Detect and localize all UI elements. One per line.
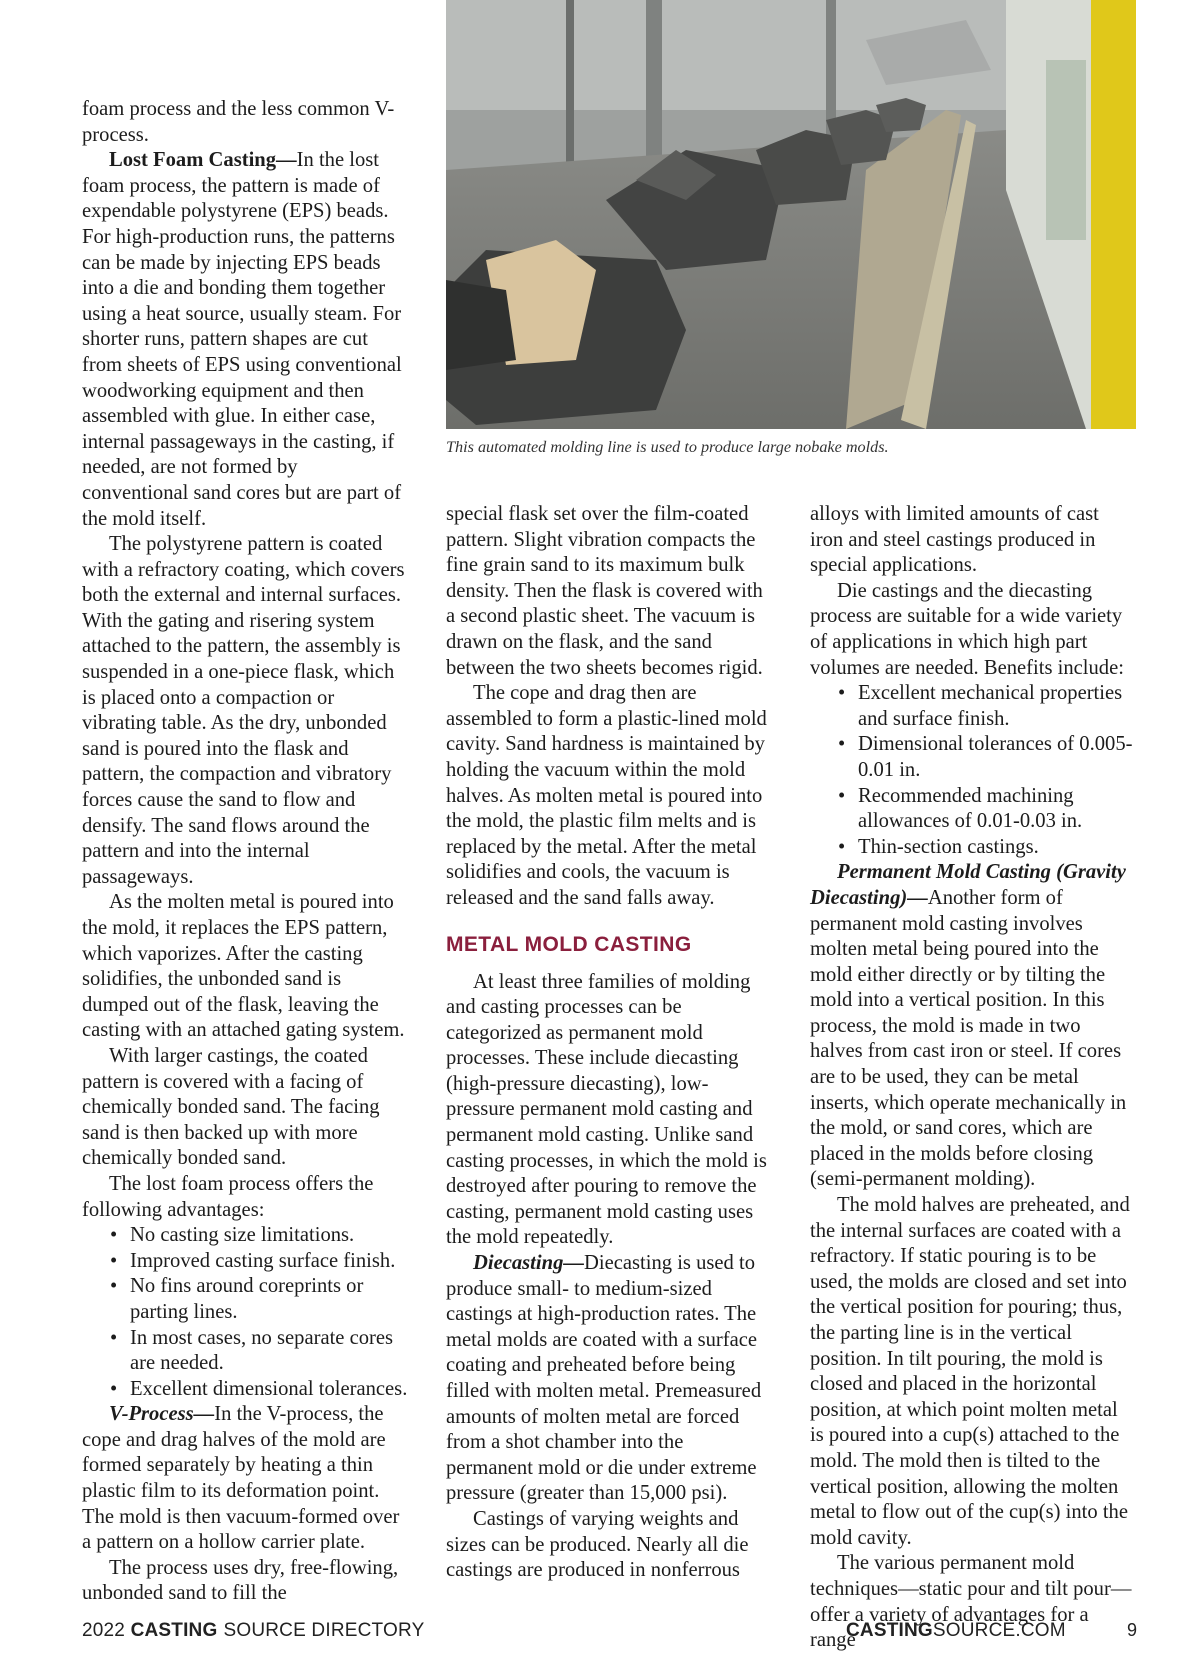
paragraph: The process uses dry, free-flowing, unbonded sand to fill the	[82, 1556, 399, 1605]
lost-foam-lead: Lost Foam Casting—	[109, 149, 297, 172]
paragraph	[82, 148, 408, 532]
footer-site-bold: CASTING	[846, 1620, 933, 1641]
footer-year: 2022	[82, 1620, 126, 1641]
v-process-lead: V-Process—	[109, 1403, 215, 1426]
paragraph	[810, 860, 1136, 1193]
list-item: • Excellent mechanical properties and surface finish.	[810, 681, 1136, 732]
paragraph	[446, 1251, 772, 1507]
list-item: • Recommended machining allowances of 0.01-0.03 in.	[810, 784, 1136, 835]
molding-line-photo-icon	[446, 0, 1136, 429]
paragraph: special flask set over the film-coated pattern. Slight vibration compacts the fine grain sand to its maximum bulk density. Then the flask is covered with a second plastic sheet. The vacuum is drawn on the flask, and the sand between the two sheets becomes rigid.	[446, 503, 763, 679]
paragraph: alloys with limited amounts of cast iron and steel castings produced in special applications.	[810, 503, 1099, 577]
list-item: • Improved casting surface finish.	[82, 1249, 408, 1275]
footer-publication	[82, 1620, 424, 1642]
paragraph: Die castings and the diecasting process are suitable for a wide variety of applications in which high part volumes are needed. Benefits include:	[810, 579, 1124, 679]
list-item: • Thin-section castings.	[810, 835, 1136, 861]
paragraph-text: In the V-process, the cope and drag halves of the mold are formed separately by heating a thin plastic film to its deformation point. The mold is then vacuum-formed over a pattern on a hollow carrier plate.	[82, 1403, 400, 1554]
paragraph: At least three families of molding and casting processes can be categorized as permanent mold processes. These include diecasting (high-pressure diecasting), low-pressure permanent mold casting and permanent mold casting. Unlike sand casting processes, in which the mold is destroyed after pouring to remove the casting, permanent mold casting uses the mold repeatedly.	[446, 970, 767, 1249]
paragraph: foam process and the less common V-process.	[82, 98, 395, 146]
permanent-mold-lead: Permanent Mold Casting (Gravity Diecasting)—	[810, 861, 1126, 909]
bullet-list	[82, 1223, 408, 1402]
molding-line-photo	[446, 0, 1136, 429]
paragraph-text: In the lost foam process, the pattern is made of expendable polystyrene (EPS) beads. For high-production runs, the patterns can be made by injecting EPS beads into a die and bonding them together using a heat source, usually steam. For shorter runs, pattern shapes are cut from sheets of EPS using conventional woodworking equipment and then assembled with glue. In either case, internal passageways in the casting, if needed, are not formed by conventional sand cores but are part of the mold itself.	[82, 149, 402, 530]
paragraph: The cope and drag then are assembled to form a plastic-lined mold cavity. Sand hardness is maintained by holding the vacuum within the mold halves. As molten metal is poured into the mold, the plastic film melts and is replaced by the metal. After the metal solidifies and cools, the vacuum is released and the sand falls away.	[446, 682, 767, 909]
paragraph-text: Diecasting is used to produce small- to medium-sized castings at high-production rates. The metal molds are coated with a surface coating and preheated before being filled with molten metal. Premeasured amounts of molten metal are forced from a shot chamber into the permanent mold or die under extreme pressure (greater than 15,000 psi).	[446, 1252, 762, 1505]
paragraph-text: Another form of permanent mold casting involves molten metal being poured into the mold either directly or by tilting the mold into a vertical position. In this process, the mold is made in two halves from cast iron or steel. If cores are to be used, they can be metal inserts, which operate mechanically in the mold, or sand cores, which are placed in the molds before closing (semi-permanent molding).	[810, 886, 1127, 1191]
page-number: 9	[1127, 1620, 1138, 1640]
bullet-list	[810, 681, 1136, 860]
footer-site-rest: SOURCE.COM	[932, 1620, 1066, 1641]
paragraph: The various permanent mold techniques—static pour and tilt pour—offer a variety of advantages for a range	[810, 1552, 1132, 1652]
list-item: • Excellent dimensional tolerances.	[82, 1377, 408, 1403]
photo-caption: This automated molding line is used to produce large nobake molds.	[446, 438, 889, 456]
section-heading: METAL MOLD CASTING	[446, 932, 692, 956]
paragraph: The mold halves are preheated, and the internal surfaces are coated with a refractory. If static pouring is to be used, the molds are closed and set into the vertical position for pouring; thus, the parting line is in the vertical position. In tilt pouring, the mold is closed and placed in the horizontal position, at which point molten metal is poured into a cup(s) attached to the mold. The mold then is tilted to the vertical position, allowing the molten metal to flow out of the cup(s) into the mold cavity.	[810, 1194, 1130, 1549]
footer-website[interactable]	[846, 1620, 1066, 1642]
footer-brand-rest: SOURCE DIRECTORY	[223, 1620, 425, 1641]
paragraph: The lost foam process offers the following advantages:	[82, 1172, 374, 1221]
paragraph: Castings of varying weights and sizes can be produced. Nearly all die castings are produced in nonferrous	[446, 1507, 749, 1582]
paragraph: With larger castings, the coated pattern is covered with a facing of chemically bonded sand. The facing sand is then backed up with more chemically bonded sand.	[82, 1044, 380, 1170]
footer-brand-bold: CASTING	[130, 1620, 218, 1641]
list-item: • No casting size limitations.	[82, 1223, 408, 1249]
text-column-2	[446, 502, 772, 1584]
diecasting-lead: Diecasting—	[473, 1252, 584, 1275]
text-column-3	[810, 502, 1136, 1654]
paragraph	[82, 1402, 408, 1556]
paragraph: The polystyrene pattern is coated with a refractory coating, which covers both the external and internal surfaces. With the gating and risering system attached to the pattern, the assembly is suspended in a one-piece flask, which is placed onto a compaction or vibrating table. As the dry, unbonded sand is poured into the flask and pattern, the compaction and vibratory forces cause the sand to flow and densify. The sand flows around the pattern and into the internal passageways.	[82, 533, 405, 888]
paragraph: As the molten metal is poured into the mold, it replaces the EPS pattern, which vaporizes. After the casting solidifies, the unbonded sand is dumped out of the flask, leaving the casting with an attached gating system.	[82, 891, 405, 1042]
list-item: • No fins around coreprints or parting lines.	[82, 1274, 408, 1325]
text-column-1	[82, 97, 408, 1607]
list-item: • In most cases, no separate cores are needed.	[82, 1326, 408, 1377]
list-item: • Dimensional tolerances of 0.005-0.01 in.	[810, 732, 1136, 783]
